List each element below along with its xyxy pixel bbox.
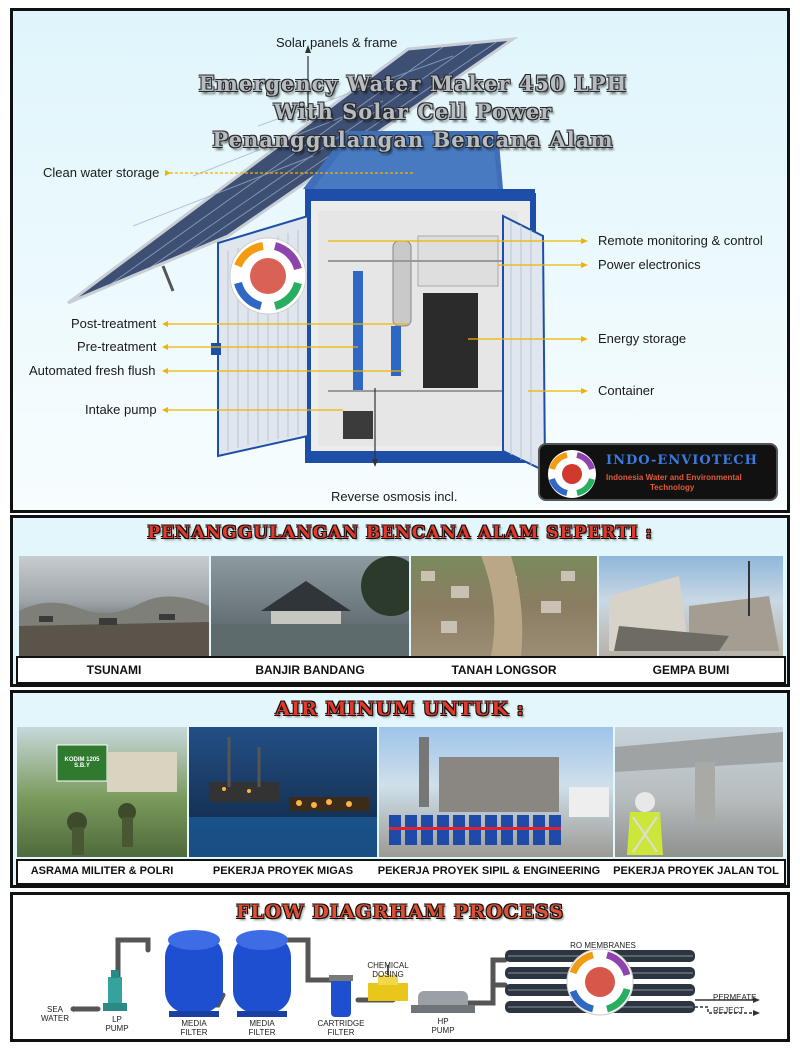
label-chemical-dosing: CHEMICAL DOSING — [367, 961, 409, 979]
callout-container: Container — [598, 383, 655, 398]
label-cartridge-filter: CARTRIDGE FILTER — [317, 1019, 365, 1037]
caption-banjir-bandang: BANJIR BANDANG — [255, 663, 365, 677]
callout-energy-storage: Energy storage — [598, 331, 687, 346]
brand-logo-flow — [567, 949, 633, 1015]
callout-intake-pump: Intake pump — [85, 402, 157, 417]
hp-pump — [411, 991, 475, 1013]
brand-badge — [538, 443, 778, 501]
lp-pump — [103, 970, 127, 1011]
label-sea-water: SEA WATER — [41, 1005, 69, 1023]
callout-solar-panels: Solar panels & frame — [276, 35, 398, 50]
callout-pre-treatment: Pre-treatment — [77, 339, 157, 354]
callout-reverse-osmosis: Reverse osmosis incl. — [331, 489, 458, 504]
caption-asrama-militer: ASRAMA MILITER & POLRI — [30, 865, 174, 877]
drinking-title: AIR MINUM UNTUK : — [275, 698, 525, 720]
media-filter-b — [233, 930, 291, 1017]
label-ro-membranes: RO MEMBRANES — [570, 941, 636, 950]
callout-remote-monitoring: Remote monitoring & control — [598, 233, 763, 248]
label-media-filter-b: MEDIA FILTER — [248, 1019, 276, 1037]
caption-gempa-bumi: GEMPA BUMI — [652, 663, 730, 677]
label-hp-pump: HP PUMP — [431, 1017, 455, 1035]
caption-tanah-longsor: TANAH LONGSOR — [451, 663, 557, 677]
callout-post-treatment: Post-treatment — [71, 316, 157, 331]
caption-tsunami: TSUNAMI — [86, 663, 142, 677]
media-filter-a — [165, 930, 223, 1017]
photo-pekerja-migas — [189, 727, 377, 857]
photo-banjir-bandang — [211, 556, 409, 656]
photo-tsunami — [19, 556, 209, 656]
photo-asrama-militer — [17, 727, 187, 857]
brand-logo-icon — [542, 447, 602, 501]
flow-title: FLOW DIAGRHAM PROCESS — [235, 901, 565, 923]
hero-title-line-3: Penanggulangan Bencana Alam — [212, 127, 614, 152]
label-lp-pump: LP PUMP — [105, 1015, 129, 1033]
disaster-title: PENANGGULANGAN BENCANA ALAM SEPERTI : — [147, 523, 653, 543]
brand-name: INDO-ENVIOTECH — [606, 453, 758, 468]
label-reject: REJECT — [713, 1006, 745, 1015]
drinking-water-section — [10, 690, 790, 888]
photo-pekerja-sipil — [379, 727, 613, 857]
hero-section — [10, 8, 790, 513]
brand-logo-door — [230, 238, 306, 314]
disaster-section — [10, 515, 790, 687]
photo-pekerja-jalan-tol — [615, 727, 783, 857]
sign-text: KODIM 1205 S.B.Y — [64, 757, 100, 769]
photo-gempa-bumi — [599, 556, 783, 656]
callout-power-electronics: Power electronics — [598, 257, 701, 272]
brand-tagline-1: Indonesia Water and Environmental — [606, 473, 742, 482]
flow-diagram-section — [10, 892, 790, 1042]
label-media-filter-a: MEDIA FILTER — [180, 1019, 208, 1037]
hero-title-line-1: Emergency Water Maker 450 LPH — [198, 71, 628, 96]
brand-tagline-2: Technology — [650, 483, 695, 492]
hero-title-line-2: With Solar Cell Power — [273, 99, 553, 124]
cartridge-filter — [329, 975, 353, 1017]
caption-pekerja-sipil: PEKERJA PROYEK SIPIL & ENGINEERING — [377, 865, 601, 877]
label-permeate: PERMEATE — [713, 993, 757, 1002]
photo-tanah-longsor — [411, 556, 597, 656]
caption-pekerja-migas: PEKERJA PROYEK MIGAS — [212, 865, 354, 877]
callout-fresh-flush: Automated fresh flush — [29, 363, 156, 378]
caption-pekerja-jalan-tol: PEKERJA PROYEK JALAN TOL — [613, 865, 779, 877]
callout-clean-water: Clean water storage — [43, 165, 160, 180]
